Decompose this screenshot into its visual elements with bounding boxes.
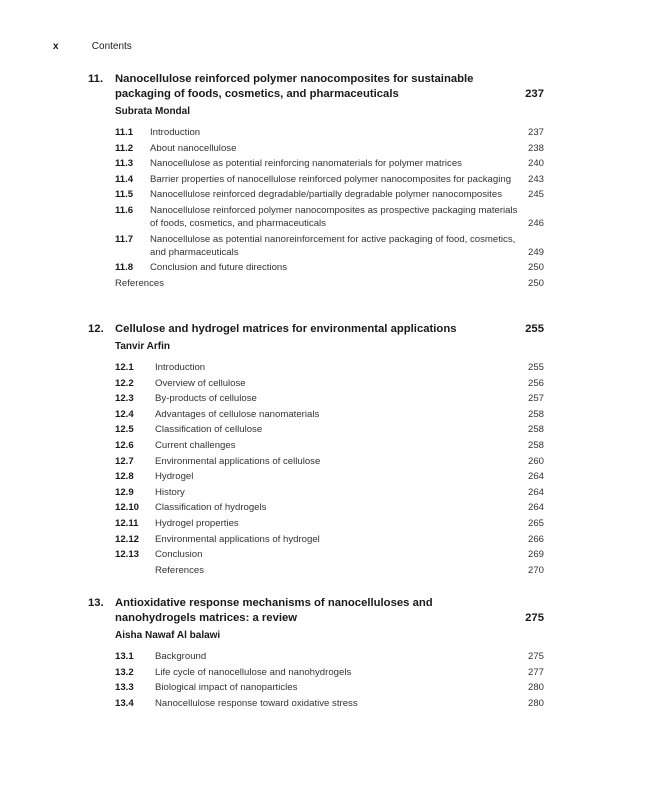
- toc-entry[interactable]: [115, 681, 544, 694]
- section-number: 11.6: [115, 204, 134, 216]
- section-list: [115, 126, 544, 290]
- section-number: 12.13: [115, 549, 140, 561]
- chapter-page: 275: [525, 612, 544, 624]
- section-page: 275: [527, 651, 544, 662]
- chapter: [88, 322, 544, 579]
- section-title: Nanocellulose as potential nanoreinforcement for active packaging of food, cosmetics, and pharmaceuticals: [150, 233, 516, 258]
- chapter-title: Cellulose and hydrogel matrices for environmental applications: [115, 323, 457, 335]
- running-head: [53, 41, 132, 52]
- section-number: 11.2: [115, 142, 134, 154]
- chapter-title: Nanocellulose reinforced polymer nanocomposites for sustainable packaging of foods, cosmetics, and pharmaceuticals: [115, 73, 474, 100]
- chapter-number: 11.: [88, 73, 104, 85]
- section-title: Conclusion and future directions: [150, 262, 288, 274]
- toc-entry[interactable]: [115, 517, 544, 530]
- chapter: [88, 72, 544, 292]
- section-title: Nanocellulose response toward oxidative stress: [155, 697, 358, 709]
- section-title: By-products of cellulose: [155, 393, 257, 405]
- section-list: [115, 361, 544, 577]
- section-page: 265: [527, 517, 544, 529]
- page-number: x: [53, 41, 59, 52]
- section-title: Biological impact of nanoparticles: [155, 682, 298, 694]
- chapter-author: Aisha Nawaf Al balawi: [115, 630, 221, 641]
- section-page: 258: [527, 424, 544, 436]
- section-title: Conclusion: [155, 549, 203, 561]
- toc-entry[interactable]: [115, 392, 544, 405]
- section-page: 240: [527, 158, 544, 170]
- toc-entry[interactable]: [115, 188, 544, 201]
- section-number: 12.12: [115, 533, 140, 545]
- section-number: 11.8: [115, 262, 134, 274]
- section-number: 11.1: [115, 127, 134, 138]
- section-title: About nanocellulose: [150, 142, 237, 154]
- references-label: References: [155, 564, 205, 576]
- section-page: 238: [527, 142, 544, 154]
- section-page: 250: [527, 262, 544, 274]
- section-title: Background: [155, 651, 207, 662]
- section-page: 280: [527, 682, 544, 694]
- references-entry[interactable]: [115, 564, 544, 577]
- section-number: 12.6: [115, 439, 134, 451]
- section-number: 12.5: [115, 424, 134, 436]
- section-title: Classification of hydrogels: [155, 502, 267, 514]
- section-page: 243: [527, 173, 544, 185]
- toc-entry[interactable]: [115, 173, 544, 186]
- references-page: 250: [527, 277, 544, 289]
- section-number: 12.10: [115, 502, 140, 514]
- section-number: 12.9: [115, 486, 134, 498]
- section-page: 257: [527, 393, 544, 405]
- section-title: Nanocellulose reinforced degradable/partially degradable polymer nanocomposites: [150, 189, 502, 201]
- running-head-label: Contents: [91, 41, 132, 52]
- section-page: 260: [527, 455, 544, 467]
- section-page: 255: [527, 362, 544, 373]
- chapter-heading[interactable]: [88, 72, 544, 102]
- toc-entry[interactable]: [115, 126, 544, 139]
- section-number: 12.1: [115, 362, 134, 373]
- chapter-title: Antioxidative response mechanisms of nanocelluloses and nanohydrogels matrices: a review: [115, 597, 433, 624]
- toc-entry[interactable]: [115, 439, 544, 452]
- section-page: 246: [527, 217, 544, 229]
- references-page: 270: [527, 564, 544, 576]
- section-page: 258: [527, 408, 544, 420]
- section-title: Barrier properties of nanocellulose reinforced polymer nanocomposites for packaging: [150, 173, 512, 185]
- references-label: References: [115, 277, 165, 289]
- section-title: Introduction: [155, 362, 206, 373]
- toc-entry[interactable]: [115, 650, 544, 663]
- section-title: Nanocellulose reinforced polymer nanocomposites as prospective packaging materials of foods, cosmetics, and pharmaceuticals: [150, 204, 518, 229]
- toc-entry[interactable]: [115, 233, 544, 259]
- section-title: Life cycle of nanocellulose and nanohydrogels: [155, 666, 352, 678]
- toc-entry[interactable]: [115, 361, 544, 374]
- chapter-page: 237: [525, 88, 544, 100]
- toc-entry[interactable]: [115, 455, 544, 468]
- section-title: Environmental applications of cellulose: [155, 455, 321, 467]
- section-number: 11.3: [115, 158, 134, 170]
- toc-entry[interactable]: [115, 533, 544, 546]
- section-number: 11.5: [115, 189, 134, 201]
- chapter-heading[interactable]: [88, 596, 544, 626]
- toc-entry[interactable]: [115, 261, 544, 274]
- section-page: 264: [527, 471, 544, 483]
- section-number: 12.2: [115, 377, 134, 389]
- section-page: 256: [527, 377, 544, 389]
- section-page: 277: [527, 666, 544, 678]
- toc-entry[interactable]: [115, 157, 544, 170]
- section-title: Advantages of cellulose nanomaterials: [155, 408, 320, 420]
- section-number: 13.4: [115, 697, 134, 709]
- section-page: 245: [527, 189, 544, 201]
- toc-entry[interactable]: [115, 423, 544, 436]
- section-title: Nanocellulose as potential reinforcing nanomaterials for polymer matrices: [150, 158, 462, 170]
- section-title: Introduction: [150, 127, 201, 138]
- section-page: 258: [527, 439, 544, 451]
- toc-entry[interactable]: [115, 142, 544, 155]
- section-number: 12.4: [115, 408, 134, 420]
- section-title: Overview of cellulose: [155, 377, 246, 389]
- section-title: Environmental applications of hydrogel: [155, 533, 320, 545]
- section-page: 249: [527, 246, 544, 258]
- chapter: [88, 596, 544, 712]
- toc-entry[interactable]: [115, 377, 544, 390]
- chapter-page: 255: [525, 323, 544, 335]
- section-page: 264: [527, 502, 544, 514]
- section-number: 11.4: [115, 173, 134, 185]
- section-number: 12.8: [115, 471, 134, 483]
- section-number: 13.1: [115, 651, 134, 662]
- chapter-number: 13.: [88, 597, 104, 609]
- section-page: 237: [527, 127, 544, 138]
- section-number: 11.7: [115, 233, 134, 245]
- section-page: 264: [527, 486, 544, 498]
- toc-entry[interactable]: [115, 470, 544, 483]
- chapter-author: Tanvir Arfin: [115, 341, 171, 352]
- section-number: 12.7: [115, 455, 134, 467]
- toc-entry[interactable]: [115, 501, 544, 514]
- toc-entry[interactable]: [115, 204, 544, 230]
- toc-entry[interactable]: [115, 548, 544, 561]
- section-list: [115, 650, 544, 710]
- section-title: Hydrogel properties: [155, 517, 239, 529]
- chapter-author: Subrata Mondal: [115, 106, 191, 117]
- section-title: History: [155, 486, 185, 498]
- toc-entry[interactable]: [115, 486, 544, 499]
- chapter-heading[interactable]: [88, 322, 544, 337]
- section-title: Current challenges: [155, 439, 236, 451]
- references-entry[interactable]: [115, 277, 544, 290]
- section-page: 266: [527, 533, 544, 545]
- toc-entry[interactable]: [115, 697, 544, 710]
- toc-entry[interactable]: [115, 666, 544, 679]
- section-number: 12.3: [115, 393, 134, 405]
- section-page: 280: [527, 697, 544, 709]
- chapter-number: 12.: [88, 323, 104, 335]
- toc-entry[interactable]: [115, 408, 544, 421]
- section-title: Hydrogel: [155, 471, 194, 483]
- section-number: 12.11: [115, 517, 139, 529]
- section-page: 269: [527, 549, 544, 561]
- section-title: Classification of cellulose: [155, 424, 263, 436]
- section-number: 13.2: [115, 666, 134, 678]
- section-number: 13.3: [115, 682, 134, 694]
